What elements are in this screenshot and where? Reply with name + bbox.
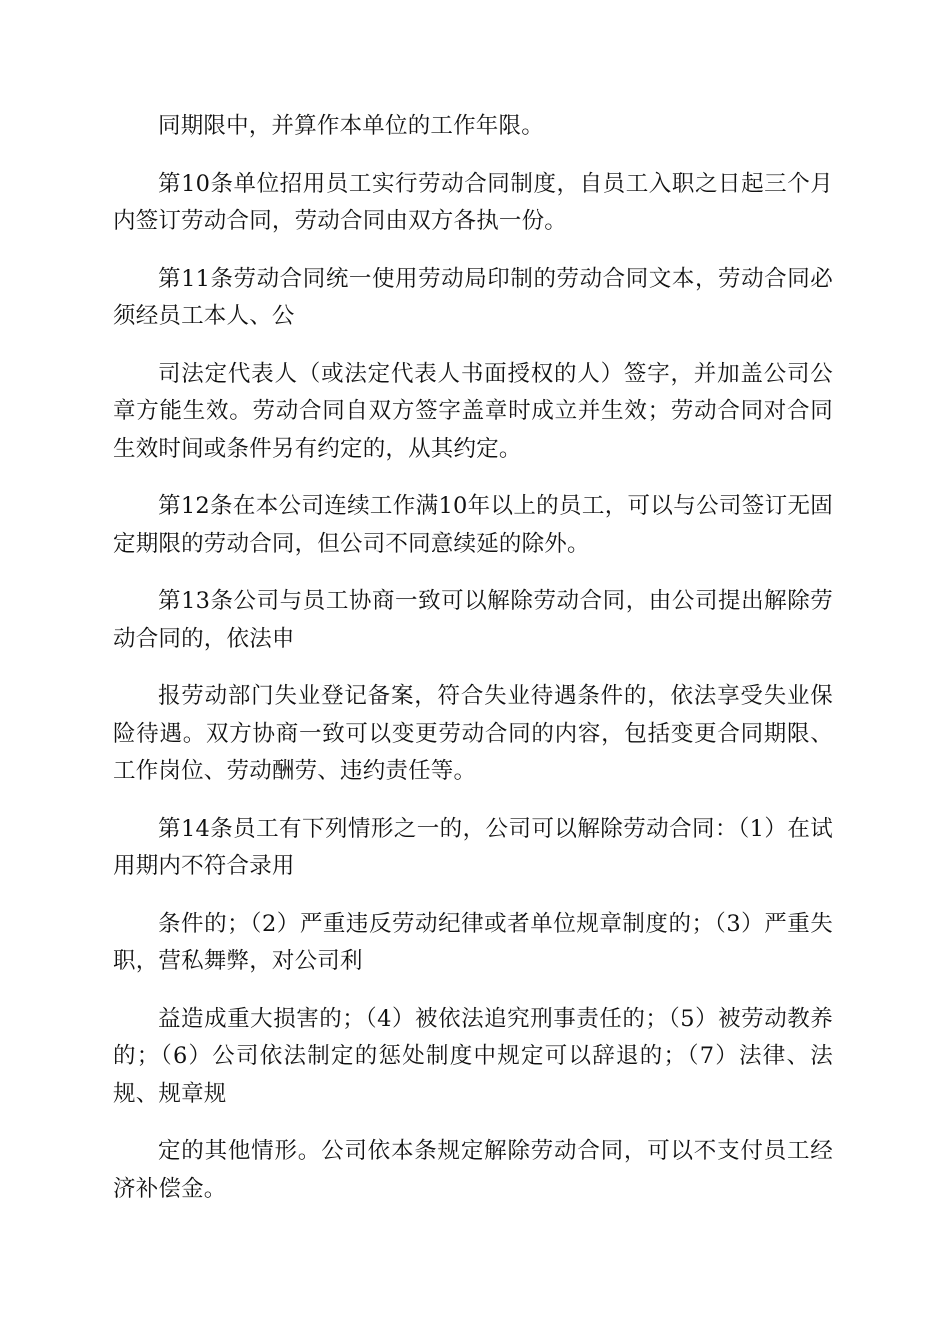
document-body	[113, 108, 833, 1228]
paragraph: 条件的；（2）严重违反劳动纪律或者单位规章制度的；（3）严重失职，营私舞弊，对公司利	[113, 910, 833, 974]
paragraph: 同期限中，并算作本单位的工作年限。	[158, 113, 544, 139]
paragraph: 定的其他情形。公司依本条规定解除劳动合同，可以不支付员工经济补偿金。	[113, 1138, 833, 1202]
paragraph: 报劳动部门失业登记备案，符合失业待遇条件的，依法享受失业保险待遇。双方协商一致可以变更劳动合同的内容，包括变更合同期限、工作岗位、劳动酬劳、违约责任等。	[113, 683, 833, 784]
paragraph: 第10条单位招用员工实行劳动合同制度，自员工入职之日起三个月内签订劳动合同，劳动合同由双方各执一份。	[113, 170, 833, 234]
paragraph: 司法定代表人（或法定代表人书面授权的人）签字，并加盖公司公章方能生效。劳动合同自双方签字盖章时成立并生效；劳动合同对合同生效时间或条件另有约定的，从其约定。	[113, 360, 833, 462]
paragraph: 第12条在本公司连续工作满10年以上的员工，可以与公司签订无固定期限的劳动合同，但公司不同意续延的除外。	[113, 493, 833, 557]
paragraph: 第11条劳动合同统一使用劳动局印制的劳动合同文本，劳动合同必须经员工本人、公	[113, 265, 833, 329]
paragraph: 第14条员工有下列情形之一的，公司可以解除劳动合同：（1）在试用期内不符合录用	[113, 815, 833, 879]
paragraph: 益造成重大损害的；（4）被依法追究刑事责任的；（5）被劳动教养的；（6）公司依法制定的惩处制度中规定可以辞退的；（7）法律、法规、规章规	[113, 1005, 833, 1107]
paragraph: 第13条公司与员工协商一致可以解除劳动合同，由公司提出解除劳动合同的，依法申	[113, 588, 833, 652]
